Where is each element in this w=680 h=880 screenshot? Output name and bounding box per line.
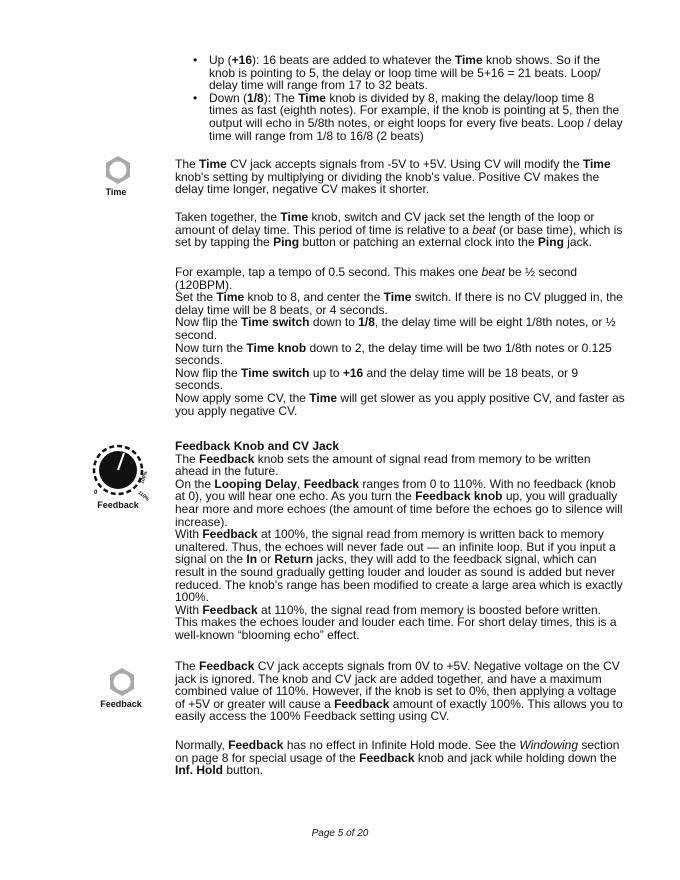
feedback-section: Feedback Knob and CV Jack The Feedback knob sets the amount of signal read from memory to be written ahead in the future. On the Looping Delay, Feedback ranges from 0 to 110%. With no feedback (knob at 0), you will hear one echo. As you turn the Feedback knob up, you will gradually hear more and more echoes (the amount of time before the echoes go to silence will increase). With Feedback at 100%, the signal read from memory is written back to memory unaltered. Thus, the echoes will never fade out — an infinite loop. But if you input a signal on the In or Return jacks, they will add to the feedback signal, which can result in the sound gradually getting louder and louder as sound is added but never reduced. The knob's range has been modified to create a large area which is exactly 100%. With Feedback at 110%, the signal read from memory is boosted before written. This makes the echoes louder and louder each time. For short delay times, this is a well-known “blooming echo” effect. bbox=[175, 440, 625, 642]
feedback-knob-label: Feedback bbox=[97, 500, 139, 510]
feedback-jack-label: Feedback bbox=[100, 699, 142, 709]
time-switch-bullet-list bbox=[193, 54, 625, 142]
list-item: • Down (1/8): The Time knob is divided by 8, making the delay/loop time 8 times as fast (eighth notes). For example, if the knob is pointing at 5, then the output will echo in 5/8th notes, or eight loops for every five beats. Loop / delay time will range from 1/8 to 16/8 (2 beats) bbox=[193, 92, 625, 142]
feedback-knob-icon bbox=[88, 443, 154, 503]
page-number-footer: Page 5 of 20 bbox=[311, 828, 369, 839]
knob-label-zero: 0 bbox=[94, 490, 98, 496]
knob-label-110: 110% bbox=[136, 489, 151, 503]
knob-label-100: 100% bbox=[139, 470, 150, 485]
time-jack-hexnut-icon bbox=[103, 155, 133, 185]
feedback-cv-paragraph: The Feedback CV jack accepts signals from 0V to +5V. Negative voltage on the CV jack is ignored. The knob and CV jack are added together, and have a maximum combined value of 110%. However, if the knob is set to 0%, then applying a voltage of +5V or greater will cause a Feedback amount of exactly 100%. This allows you to easily access the 100% Feedback setting using CV. bbox=[175, 659, 623, 724]
list-item: • Up (+16): 16 beats are added to whatever the Time knob shows. So if the knob is pointing to 5, the delay or loop time will be 5+16 = 21 beats. Loop/ delay time will range from 17 to 32 beats. bbox=[193, 54, 625, 92]
normally-paragraph: Normally, Feedback has no effect in Infinite Hold mode. See the Windowing section on page 8 for special usage of the Feedback knob and jack while holding down the Inf. Hold button. bbox=[175, 738, 620, 778]
time-cv-paragraph: The Time CV jack accepts signals from -5V to +5V. Using CV will modify the Time knob's setting by multiplying or dividing the knob's value. Positive CV makes the delay time longer, negative CV makes it shorter. bbox=[175, 157, 611, 197]
time-jack-label: Time bbox=[105, 187, 127, 197]
together-paragraph: Taken together, the Time knob, switch and CV jack set the length of the loop or amount of delay time. This period of time is relative to a beat (or base time), which is set by tapping the Ping button or patching an external clock into the Ping jack. bbox=[175, 210, 623, 250]
example-paragraph: For example, tap a tempo of 0.5 second. This makes one beat be ½ second (120BPM). Set the Time knob to 8, and center the Time switch. If there is no CV plugged in, the delay time will be 8 beats, or 4 seconds. Now flip the Time switch down to 1/8, the delay time will be eight 1/8th notes, or ½ second. Now turn the Time knob down to 2, the delay time will be two 1/8th notes or 0.125 seconds. Now flip the Time switch up to +16 and the delay time will be 18 beats, or 9 seconds. Now apply some CV, the Time will get slower as you apply positive CV, and faster as you apply negative CV. bbox=[175, 265, 625, 418]
feedback-jack-hexnut-icon bbox=[107, 667, 137, 697]
feedback-heading: Feedback Knob and CV Jack bbox=[175, 439, 340, 453]
